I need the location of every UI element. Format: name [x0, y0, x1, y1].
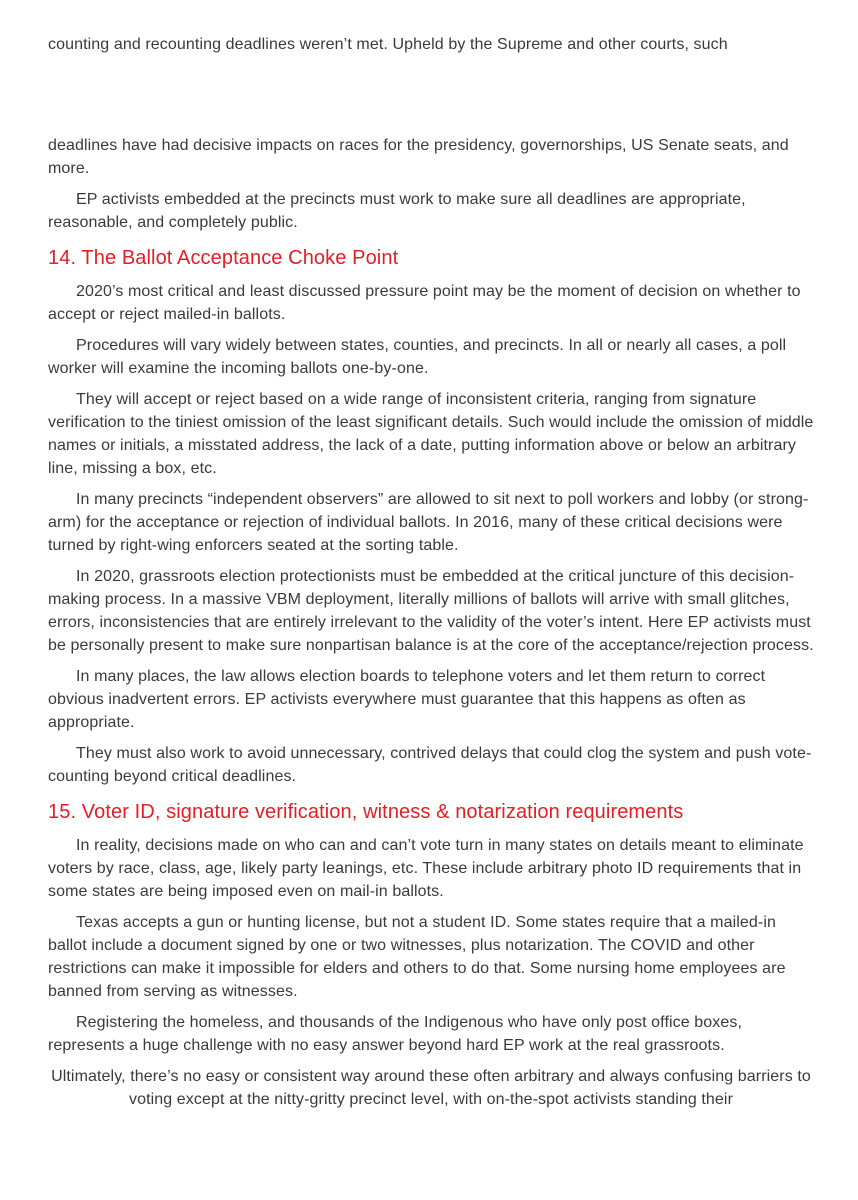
- paragraph: In many precincts “independent observers” are allowed to sit next to poll workers and lobby (or strong-arm) for the acceptance or rejection of individual ballots. In 2016, many of these critical decisions were turned by right-wing enforcers seated at the sorting table.: [48, 491, 809, 554]
- section-heading: 14. The Ballot Acceptance Choke Point: [48, 247, 399, 269]
- paragraph: counting and recounting deadlines weren’t met. Upheld by the Supreme and other courts, such: [48, 36, 728, 53]
- paragraph: 2020’s most critical and least discussed pressure point may be the moment of decision on whether to accept or reject mailed-in ballots.: [48, 283, 801, 323]
- section-heading: 15. Voter ID, signature verification, witness & notarization requirements: [48, 801, 684, 823]
- paragraph: In 2020, grassroots election protectionists must be embedded at the critical juncture of this decision-making process. In a massive VBM deployment, literally millions of ballots will arrive with small glitches, errors, inconsistencies that are entirely irrelevant to the validity of the voter’s intent. Here EP activists must be personally present to make sure nonpartisan balance is at the core of the acceptance/rejection process.: [48, 568, 814, 654]
- document-body: [48, 0, 814, 1119]
- paragraph: They must also work to avoid unnecessary, contrived delays that could clog the system and push vote-counting beyond critical deadlines.: [48, 745, 812, 785]
- paragraph: Registering the homeless, and thousands of the Indigenous who have only post office boxes, represents a huge challenge with no easy answer beyond hard EP work at the real grassroots.: [48, 1014, 743, 1054]
- paragraph: EP activists embedded at the precincts must work to make sure all deadlines are appropriate, reasonable, and completely public.: [48, 191, 746, 231]
- paragraph: They will accept or reject based on a wide range of inconsistent criteria, ranging from signature verification to the tiniest omission of the least significant details. Such would include the omission of middle names or initials, a misstated address, the lack of a date, putting information above or below an arbitrary line, missing a box, etc.: [48, 391, 814, 477]
- paragraph: In many places, the law allows election boards to telephone voters and let them return to correct obvious inadvertent errors. EP activists everywhere must guarantee that this happens as often as appropriate.: [48, 668, 766, 731]
- paragraph: deadlines have had decisive impacts on races for the presidency, governorships, US Senate seats, and more.: [48, 137, 789, 177]
- page-break-gap: [48, 64, 814, 134]
- paragraph: Ultimately, there’s no easy or consistent way around these often arbitrary and always confusing barriers to voting except at the nitty-gritty precinct level, with on-the-spot activists standing their: [51, 1068, 811, 1108]
- paragraph: Procedures will vary widely between states, counties, and precincts. In all or nearly all cases, a poll worker will examine the incoming ballots one-by-one.: [48, 337, 787, 377]
- paragraph: In reality, decisions made on who can and can’t vote turn in many states on details meant to eliminate voters by race, class, age, likely party leanings, etc. These include arbitrary photo ID requirements that in some states are being imposed even on mail-in ballots.: [48, 837, 804, 900]
- paragraph: Texas accepts a gun or hunting license, but not a student ID. Some states require that a mailed-in ballot include a document signed by one or two witnesses, plus notarization. The COVID and other restrictions can make it impossible for elders and others to do that. Some nursing home employees are banned from serving as witnesses.: [48, 914, 786, 1000]
